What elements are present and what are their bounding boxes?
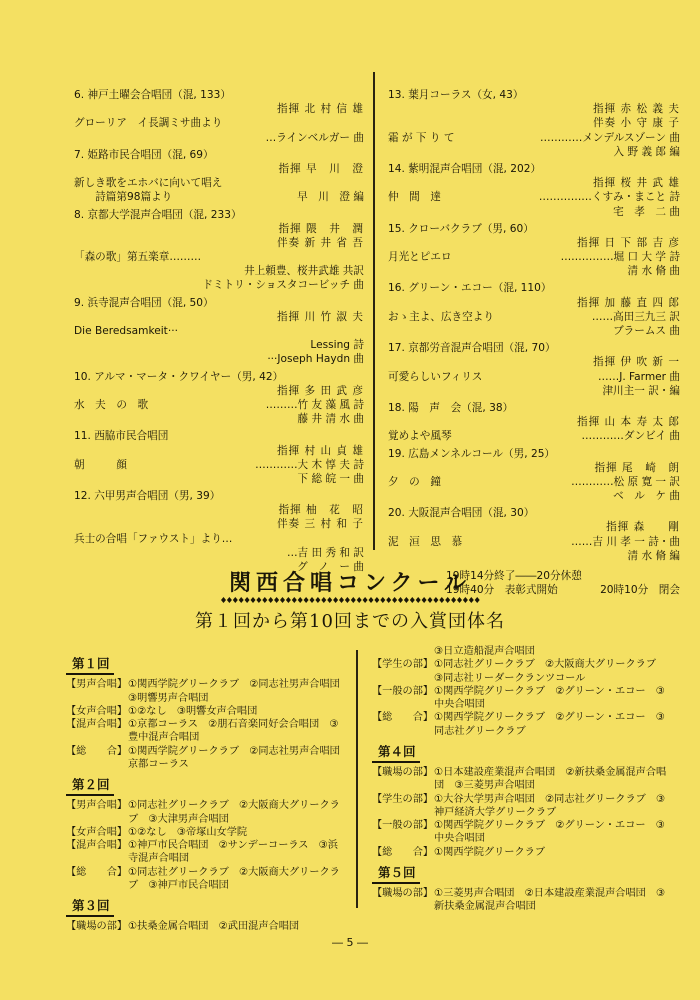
schedule-close-time: 20時10分 閉会 [600,584,680,597]
ornament-diamond [280,597,285,603]
song-title: 霜 が 下 り て [388,131,455,144]
song-title: 仲 間 達 [388,191,441,204]
song-title: 詩篇第98篇より [74,191,173,204]
entry-role: 指揮 加 藤 直 四 郎 [577,296,680,309]
ornament-diamond [310,597,315,603]
ornament-diamond [380,597,385,603]
program-list-right [388,88,680,597]
entry-title: 13. 葉月コーラス（女, 43） [388,89,524,101]
round-block [372,738,672,859]
entry-role: 指揮 桜 井 武 雄 [592,177,680,190]
winner-names: ①京都コーラス ②朋石音楽同好会合唱団 ③豊中混声合唱団 [128,719,339,744]
round-block [372,645,672,738]
entry-title: 11. 西脇市民合唱団 [74,430,169,443]
winner-names: ③日立造船混声合唱団 [434,646,535,657]
ornament-diamond [304,597,309,603]
entry-song [388,190,680,204]
ornament-diamond [422,597,427,603]
ornament-diamond [386,597,391,603]
program-entry [388,506,680,563]
entry-credit: Lessing 詩 [310,339,364,352]
winner-names: ①②なし ③帝塚山女学院 [128,826,248,838]
ornament-diamond [416,597,421,603]
entry-credit: …ラインベルガー 曲 [265,131,364,144]
entry-song [74,324,364,338]
entry-credit: 井上頼豊、桜井武雄 共訳 [244,265,364,278]
ornament-diamond [457,597,462,603]
ornament-diamond [251,597,256,603]
schedule-line-1: 19時14分終了――20分休憩 [446,570,582,582]
entry-credit: 宅 孝 二 曲 [613,205,680,218]
ornament-diamond [245,597,250,603]
song-credit: …………メンデルスゾーン 曲 [539,131,680,144]
winner-names: ①同志社グリークラブ ②大阪商大グリークラブ ③大津男声合唱団 [128,800,340,825]
entry-role: 伴奏 三 村 和 子 [276,518,364,531]
winner-category: 【職場の部】 [372,888,434,899]
winner-category: 【一般の部】 [372,685,434,697]
song-credit: …………松 原 寛 一 訳 [571,475,680,488]
entry-credit: 下 総 皖 一 曲 [297,472,364,485]
section-title: 関西合唱コンクール [228,570,472,596]
program-entry [388,222,680,279]
round-heading: 第２回 [66,777,114,796]
winner-category: 【混声合唱】 [66,840,128,851]
winner-names: ①三菱男声合唱団 ②日本建設産業混声合唱団 ③新扶桑金属混声合唱団 [434,888,666,913]
song-credit: ………竹 友 藻 風 詩 [265,398,364,411]
song-credit: …………大 木 惇 夫 詩 [255,458,364,471]
winner-names: ①神戸市民合唱団 ②サンデーコーラス ③浜寺混声合唱団 [128,840,338,865]
winner-names: ①関西学院グリークラブ ②同志社男声合唱団 京都コーラス [128,745,351,770]
entry-role: 指揮 川 竹 淑 夫 [276,310,364,323]
winners-divider [356,650,358,908]
entry-song [388,429,680,443]
entry-credit: ベ ル ケ 曲 [613,490,680,503]
ornament-diamond [345,597,350,603]
ornament-diamond [298,597,303,603]
winner-row [66,920,344,933]
song-title: 新しき歌をエホバに向いて唱え [74,177,223,190]
winner-names: ①関西学院グリークラブ ②グリーン・エコー ③中央合唱団 [434,820,665,845]
entry-role: 指揮 隈 井 潤 [278,222,364,235]
winner-row [372,819,672,846]
entry-song [388,310,680,324]
ornament-diamond [445,597,450,603]
ornament-diamond [439,597,444,603]
entry-title: 17. 京都労音混声合唱団（混, 70） [388,342,556,355]
ornament-diamond [221,597,226,603]
winner-category: 【女声合唱】 [66,826,128,838]
ornament-diamond [451,597,456,603]
winner-row [372,685,672,712]
program-entry [388,401,680,444]
winner-names: ①関西学院グリークラブ ②グリーン・エコー ③同志社グリークラブ [434,712,665,737]
winner-category: 【一般の部】 [372,820,434,831]
entry-title: 18. 陽 声 会（混, 38） [388,401,514,414]
entry-role: 伴奏 小 守 康 子 [592,117,680,130]
program-entry [74,88,364,145]
entry-role: 指揮 赤 松 義 夫 [592,103,680,116]
program-entry [74,429,364,486]
round-heading: 第４回 [372,744,420,763]
winner-names: ①②なし ③明響女声合唱団 [128,705,258,717]
section-subtitle: 第１回から第10回までの入賞団体名 [195,611,505,632]
ornament-diamond [469,597,474,603]
ornament-diamond [351,597,356,603]
program-entry [388,447,680,504]
winner-row [66,745,351,772]
ornament-diamond [463,597,468,603]
entry-credit: ドミトリ・ショスタコービッチ 曲 [202,279,364,292]
winner-row [372,645,672,658]
program-entry [74,370,364,427]
entry-credit: 津川主一 訳・編 [602,384,680,397]
winner-row [372,846,672,859]
entry-role: 指揮 北 村 信 雄 [276,103,364,116]
winner-names: ①関西学院グリークラブ [434,846,546,858]
winner-category: 【職場の部】 [66,921,128,933]
entry-song [74,250,364,264]
winner-category: 【総 合】 [372,712,434,724]
ornament-diamond [292,597,297,603]
ornament-diamond [410,597,415,603]
entry-credit: 藤 井 清 水 曲 [297,413,364,426]
winner-category: 【男声合唱】 [66,679,128,691]
winner-names: ①扶桑金属合唱団 ②武田混声合唱団 [128,921,300,933]
entry-song [388,250,680,264]
ornament-diamond [398,597,403,603]
entry-credit: ブラームス 曲 [613,325,680,337]
song-title: 泥 洹 思 慕 [388,535,463,548]
song-credit: …………ダンビイ 曲 [581,430,680,443]
song-title: 「森の歌」第五楽章……… [74,251,202,264]
winner-row [66,718,344,745]
winner-row [66,866,344,893]
entry-song [74,458,364,472]
entry-song [388,131,680,145]
ornament-diamond [262,597,267,603]
round-block [66,892,344,934]
winner-category: 【総 合】 [66,745,128,757]
entry-title: 14. 紫明混声合唱団（混, 202） [388,162,542,175]
round-block [66,650,351,771]
song-credit: ……………くすみ・まこと 詩 [538,191,680,204]
winner-category: 【混声合唱】 [66,719,128,730]
winner-row [66,799,344,826]
ornament-diamond [369,597,374,603]
winner-names: ①日本建設産業混声合唱団 ②新扶桑金属混声合唱団 ③三菱男声合唱団 [434,767,667,792]
winner-names: ①関西学院グリークラブ ②グリーン・エコー ③中央合唱団 [434,685,665,710]
entry-credit: グ ノ ー 曲 [297,561,364,573]
ornament-diamond [233,597,238,603]
winner-row [66,705,344,718]
winner-row [66,826,344,839]
entry-role: 指揮 森 剛 [606,521,680,534]
entry-title: 7. 姫路市民合唱団（混, 69） [74,148,214,161]
winner-category: 【職場の部】 [372,767,434,778]
entry-title: 20. 大阪混声合唱団（混, 30） [388,507,535,520]
entry-title: 16. グリーン・エコー（混, 110） [388,282,552,295]
entry-role: 指揮 村 山 貞 雄 [276,444,364,457]
program-entry [388,162,680,219]
ornament-diamond [268,597,273,603]
entry-title: 12. 六甲男声合唱団（男, 39） [74,490,221,503]
round-heading: 第１回 [66,656,114,675]
entry-role: 指揮 早 川 澄 [278,162,364,175]
program-entry [388,281,680,338]
entry-song [74,190,364,204]
song-title: 可愛らしいフィリス [388,370,483,383]
round-heading: 第５回 [372,865,420,884]
ornament-diamond [286,597,291,603]
song-credit: ……吉 川 孝 一 詩・曲 [571,535,680,548]
entry-song [74,398,364,412]
winner-row [66,839,344,866]
round-block [66,771,344,892]
winner-names: ①同志社グリークラブ ②大阪商大グリークラブ ③同志社リーダークランツコール [434,659,667,684]
program-entry [74,148,364,205]
song-title: 兵士の合唱「ファウスト」より… [74,532,233,545]
winner-names: ①関西学院グリークラブ ②同志社男声合唱団 ③明響男声合唱団 [128,679,351,704]
winner-names: ①大谷大学男声合唱団 ②同志社グリークラブ ③神戸経済大学グリークラブ [434,793,666,818]
program-entry [388,341,680,398]
entry-song [74,532,364,546]
round-block [372,859,672,914]
song-title: Die Beredsamkeit··· [74,325,178,337]
entry-credit: …吉 田 秀 和 訳 [286,546,364,559]
entry-role: 指揮 伊 吹 新 一 [592,356,680,369]
column-divider [373,72,375,550]
song-title: グローリア イ長調ミサ曲より [74,117,223,130]
entry-role: 指揮 山 本 寿 太 郎 [577,416,680,429]
ornament-diamond [239,597,244,603]
winner-names: ①同志社グリークラブ ②大阪商大グリークラブ ③神戸市民合唱団 [128,866,340,891]
entry-title: 9. 浜寺混声合唱団（混, 50） [74,296,214,309]
round-heading: 第３回 [66,898,114,917]
entry-title: 8. 京都大学混声合唱団（混, 233） [74,208,242,221]
ornament-diamond [256,597,261,603]
winner-row [372,793,672,820]
ornament-diamond [475,597,480,603]
ornament-diamond [404,597,409,603]
ornament-diamond [339,597,344,603]
ornament-diamond [274,597,279,603]
entry-credit: 清 水 脩 曲 [627,265,680,278]
entry-song [388,370,680,384]
song-title: 夕 の 鐘 [388,475,441,488]
entry-song [74,176,364,190]
entry-credit: 入 野 義 郎 編 [613,145,680,158]
song-credit: ……J. Farmer 曲 [598,370,680,383]
ornament-diamond [315,597,320,603]
entry-credit: 清 水 脩 編 [627,549,680,562]
ornament-diamond [321,597,326,603]
song-title: 水 夫 の 歌 [74,398,149,411]
entry-title: 6. 神戸土曜会合唱団（混, 133） [74,89,231,101]
song-title: 月光とピエロ [388,251,452,264]
winner-category: 【学生の部】 [372,793,434,805]
song-title: おゝ主よ、広き空より [388,310,494,323]
entry-role: 指揮 尾 崎 朗 [594,461,680,474]
winner-row [372,711,672,738]
ornament-diamond [227,597,232,603]
song-title: 覚めよや風琴 [388,430,452,443]
entry-role: 指揮 柚 花 昭 [278,504,364,517]
winner-category [372,645,434,658]
song-title: 朝 顔 [74,458,127,471]
winners-right [372,645,672,914]
ornament-rule [218,596,480,604]
song-credit: 早 川 澄 編 [297,191,364,204]
winners-left [66,650,351,934]
page-number: ― 5 ― [332,936,368,949]
entry-song [388,535,680,549]
entry-role: 指揮 多 田 武 彦 [276,384,364,397]
winner-category: 【女声合唱】 [66,705,128,717]
entry-role: 指揮 日 下 部 吉 彦 [577,236,680,249]
winner-row [372,766,672,793]
ornament-diamond [433,597,438,603]
entry-song [388,475,680,489]
winner-category: 【学生の部】 [372,659,434,671]
ornament-diamond [374,597,379,603]
ornament-diamond [363,597,368,603]
entry-title: 10. アルマ・マータ・クワイヤー（男, 42） [74,370,284,383]
program-entry [74,296,364,367]
winner-row [372,887,672,914]
entry-credit: ···Joseph Haydn 曲 [267,353,364,366]
entry-role: 伴奏 新 井 省 吾 [276,236,364,249]
ornament-diamond [428,597,433,603]
program-entry [388,88,680,159]
ornament-diamond [392,597,397,603]
winner-category: 【男声合唱】 [66,800,128,812]
winner-category: 【総 合】 [372,846,434,858]
entry-title: 19. 広島メンネルコール（男, 25） [388,447,556,460]
ornament-diamond [357,597,362,603]
song-credit: ……高田三九三 訳 [591,310,680,323]
winner-row [66,678,351,705]
entry-title: 15. クローバクラブ（男, 60） [388,222,534,235]
schedule-awards-time: 19時40分 表彰式開始 [446,584,558,597]
song-credit: ……………堀 口 大 学 詩 [560,251,680,264]
program-entry [74,208,364,293]
ornament-diamond [327,597,332,603]
entry-song [74,116,364,130]
winner-row [372,658,672,685]
winner-category: 【総 合】 [66,866,128,878]
program-entry [74,489,364,574]
program-list-left [74,88,364,577]
ornament-diamond [333,597,338,603]
